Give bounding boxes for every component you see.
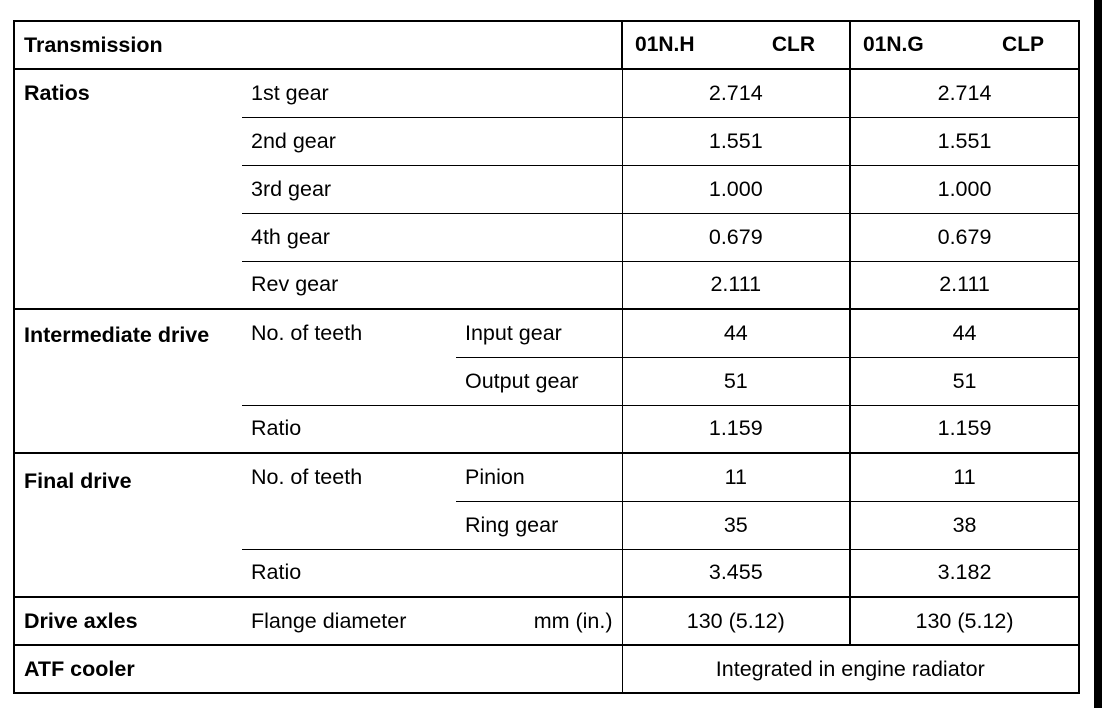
row-label: 3rd gear (242, 165, 622, 213)
value-cell: 3.182 (850, 549, 1079, 597)
blank-cell (242, 357, 456, 405)
sub-label: Ring gear (456, 501, 622, 549)
row-label: Flange diameter (242, 597, 456, 645)
row-label: No. of teeth (242, 309, 456, 357)
col2-code: 01N.G (863, 33, 924, 56)
drive-axles-label: Drive axles (14, 597, 242, 645)
value-cell: 2.111 (622, 261, 850, 309)
value-cell: 51 (622, 357, 850, 405)
value-cell: 2.714 (622, 69, 850, 117)
value-cell: 130 (5.12) (850, 597, 1079, 645)
value-cell: 3.455 (622, 549, 850, 597)
value-cell: 38 (850, 501, 1079, 549)
row-label: No. of teeth (242, 453, 456, 501)
header-row (14, 21, 1079, 69)
transmission-spec-table (13, 20, 1080, 694)
row-label: 1st gear (242, 69, 622, 117)
value-cell: 0.679 (850, 213, 1079, 261)
sub-label: Input gear (456, 309, 622, 357)
value-cell: 130 (5.12) (622, 597, 850, 645)
value-cell: 44 (850, 309, 1079, 357)
unit-label: mm (in.) (456, 597, 622, 645)
value-cell: 2.714 (850, 69, 1079, 117)
scan-edge-bar (1094, 0, 1102, 708)
value-cell: 11 (622, 453, 850, 501)
final-drive-label: Final drive (14, 453, 242, 597)
table-row (14, 453, 1079, 501)
header-col-1 (622, 21, 850, 69)
table-row (14, 597, 1079, 645)
atf-cooler-label: ATF cooler (14, 645, 622, 693)
table-row (14, 309, 1079, 357)
spec-sheet (13, 20, 1078, 692)
sub-label: Pinion (456, 453, 622, 501)
sub-label: Output gear (456, 357, 622, 405)
row-label: Rev gear (242, 261, 622, 309)
value-cell: 1.159 (850, 405, 1079, 453)
header-title: Transmission (14, 21, 622, 69)
value-cell: 2.111 (850, 261, 1079, 309)
value-cell: 44 (622, 309, 850, 357)
header-col-2 (850, 21, 1079, 69)
value-cell: 1.000 (850, 165, 1079, 213)
value-cell: 1.551 (622, 117, 850, 165)
blank-cell (242, 501, 456, 549)
ratios-label: Ratios (14, 69, 242, 309)
row-label: 4th gear (242, 213, 622, 261)
value-cell: 35 (622, 501, 850, 549)
value-cell: 11 (850, 453, 1079, 501)
value-cell: 1.000 (622, 165, 850, 213)
value-cell: 0.679 (622, 213, 850, 261)
col1-variant: CLR (771, 33, 816, 56)
intermediate-label: Intermediate drive (14, 309, 242, 453)
atf-cooler-value: Integrated in engine radiator (622, 645, 1079, 693)
row-label: Ratio (242, 549, 622, 597)
col2-variant: CLP (1002, 33, 1045, 56)
value-cell: 51 (850, 357, 1079, 405)
table-row (14, 645, 1079, 693)
value-cell: 1.551 (850, 117, 1079, 165)
row-label: Ratio (242, 405, 622, 453)
row-label: 2nd gear (242, 117, 622, 165)
col1-code: 01N.H (635, 33, 695, 56)
value-cell: 1.159 (622, 405, 850, 453)
table-row (14, 69, 1079, 117)
